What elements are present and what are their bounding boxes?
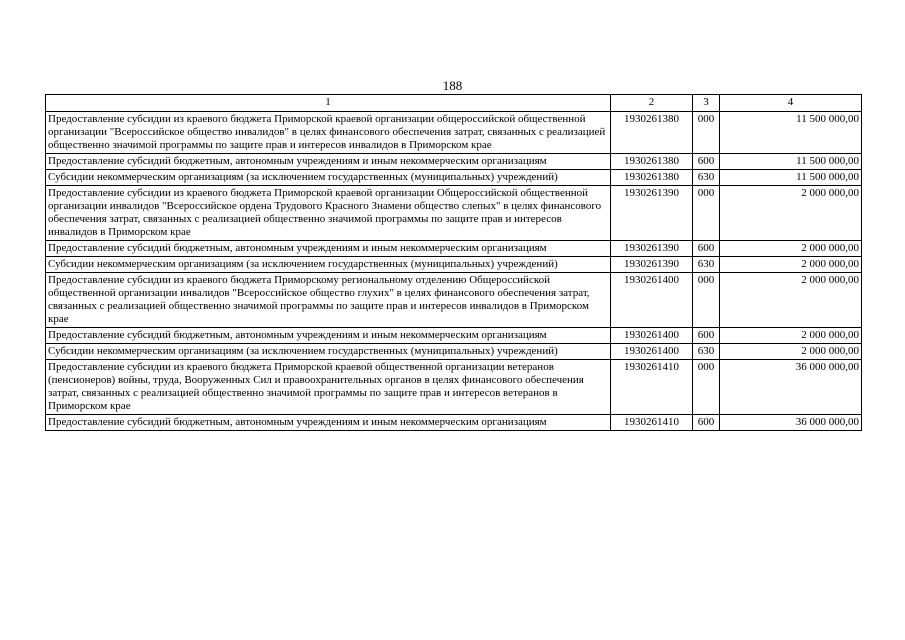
row-name: Субсидии некоммерческим организациям (за исключением государственных (муниципальных) учреждений) [46,344,611,360]
row-type: 600 [693,328,720,344]
table-row [46,415,862,431]
row-code: 1930261410 [611,415,693,431]
row-type: 630 [693,257,720,273]
row-name: Предоставление субсидий бюджетным, автономным учреждениям и иным некоммерческим организациям [46,241,611,257]
row-amount: 2 000 000,00 [720,186,862,241]
row-name: Предоставление субсидии из краевого бюджета Приморскому региональному отделению Общероссийской общественной организации инвалидов "Всероссийское общество глухих" в целях финансового обеспечения затрат, связанных с реализацией общественно значимой программы по защите прав и интересов инвалидов в Приморском крае [46,273,611,328]
row-type: 600 [693,415,720,431]
row-name: Предоставление субсидии из краевого бюджета Приморской краевой организации общероссийской общественной организации "Всероссийское общество инвалидов" в целях финансового обеспечения затрат, связанных с реализацией общественно значимой программы по защите прав и интересов инвалидов в Приморском крае [46,112,611,154]
row-code: 1930261390 [611,241,693,257]
row-type: 000 [693,186,720,241]
row-name: Субсидии некоммерческим организациям (за исключением государственных (муниципальных) учреждений) [46,170,611,186]
row-amount: 2 000 000,00 [720,328,862,344]
row-amount: 2 000 000,00 [720,257,862,273]
table-row [46,186,862,241]
row-name: Предоставление субсидий бюджетным, автономным учреждениям и иным некоммерческим организациям [46,328,611,344]
row-code: 1930261380 [611,170,693,186]
row-code: 1930261380 [611,112,693,154]
table-row [46,273,862,328]
row-type: 600 [693,241,720,257]
row-amount: 2 000 000,00 [720,241,862,257]
row-code: 1930261380 [611,154,693,170]
row-type: 630 [693,344,720,360]
header-col-4: 4 [720,95,862,112]
row-name: Предоставление субсидии из краевого бюджета Приморской краевой общественной организации ветеранов (пенсионеров) войны, труда, Вооруженных Сил и правоохранительных органов в целях финансового обеспечения затрат, связанных с реализацией общественно значимой программы по защите прав и интересов ветеранов в Приморском крае [46,360,611,415]
table-row [46,170,862,186]
row-name: Предоставление субсидии из краевого бюджета Приморской краевой организации Общероссийской общественной организации инвалидов "Всероссийское ордена Трудового Красного Знамени общество слепых" в целях финансового обеспечения затрат, связанных с реализацией общественно значимой программы по защите прав и интересов инвалидов в Приморском крае [46,186,611,241]
row-amount: 36 000 000,00 [720,360,862,415]
row-type: 000 [693,360,720,415]
row-name: Субсидии некоммерческим организациям (за исключением государственных (муниципальных) учреждений) [46,257,611,273]
table-row [46,241,862,257]
row-type: 600 [693,154,720,170]
header-col-2: 2 [611,95,693,112]
row-code: 1930261410 [611,360,693,415]
page-number: 188 [442,78,463,93]
table-header-row [46,95,862,112]
table-row [46,154,862,170]
table-row [46,257,862,273]
row-name: Предоставление субсидий бюджетным, автономным учреждениям и иным некоммерческим организациям [46,415,611,431]
table-row [46,360,862,415]
row-code: 1930261390 [611,186,693,241]
row-code: 1930261400 [611,328,693,344]
table-row [46,328,862,344]
row-amount: 11 500 000,00 [720,170,862,186]
row-code: 1930261400 [611,344,693,360]
row-name: Предоставление субсидий бюджетным, автономным учреждениям и иным некоммерческим организациям [46,154,611,170]
row-type: 000 [693,273,720,328]
row-amount: 11 500 000,00 [720,154,862,170]
header-col-1: 1 [46,95,611,112]
row-amount: 36 000 000,00 [720,415,862,431]
row-type: 630 [693,170,720,186]
row-amount: 2 000 000,00 [720,344,862,360]
budget-table [45,94,862,431]
row-code: 1930261400 [611,273,693,328]
row-type: 000 [693,112,720,154]
table-row [46,112,862,154]
header-col-3: 3 [693,95,720,112]
row-code: 1930261390 [611,257,693,273]
row-amount: 2 000 000,00 [720,273,862,328]
row-amount: 11 500 000,00 [720,112,862,154]
table-row [46,344,862,360]
